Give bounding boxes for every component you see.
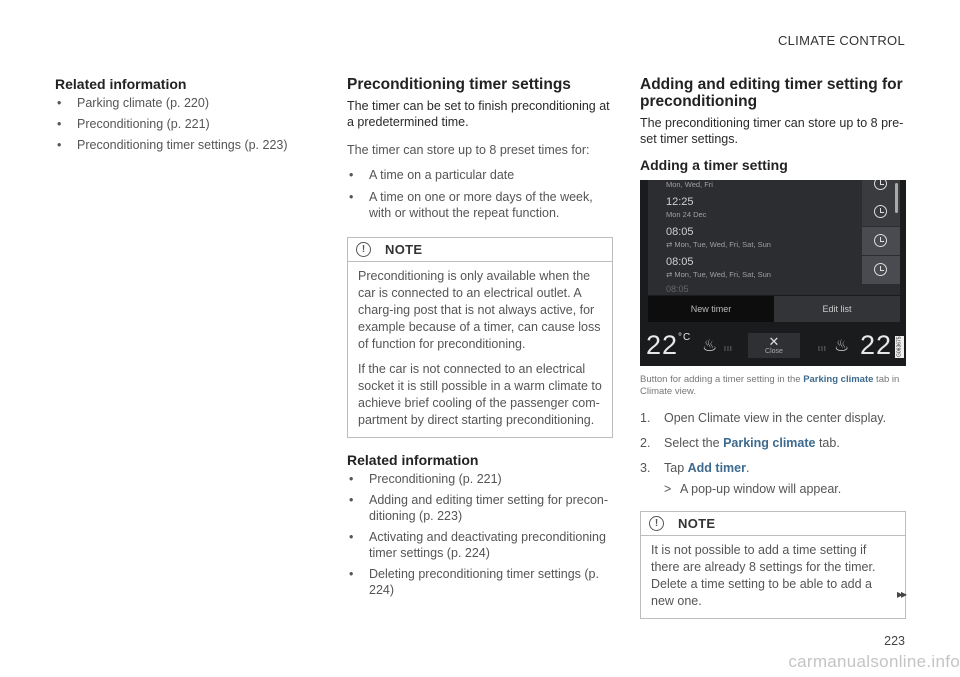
list-item: • A time on a particular date — [349, 168, 515, 182]
note-paragraph: If the car is not connected to an electrical socket it is still possible in a warm climate to achieve brief cooling of the passenger com-partment by direct starting preconditioning. — [358, 362, 602, 427]
note-header — [641, 512, 905, 536]
related-info-heading: Related information — [347, 452, 479, 468]
preset-list — [347, 167, 613, 221]
related-info-heading: Related information — [55, 76, 187, 92]
note-title: NOTE — [678, 516, 716, 531]
list-item: • A time on one or more days of the week, with or without the repeat function. — [349, 190, 593, 220]
climate-screen-image — [640, 180, 906, 366]
close-icon: ✕ — [768, 334, 780, 349]
note-title: NOTE — [385, 242, 423, 257]
note-header — [348, 238, 612, 262]
new-timer-button[interactable]: New timer — [648, 296, 774, 322]
related-info-list — [347, 471, 613, 598]
lead-text: The timer can be set to finish preconditioning at a predetermined time. — [347, 99, 610, 129]
steps-list — [640, 410, 906, 497]
seat-heat-icon[interactable]: ♨ — [834, 336, 850, 355]
scrollbar[interactable] — [895, 183, 898, 213]
level-indicator: III — [818, 346, 827, 353]
level-indicator: III — [724, 346, 733, 353]
section-title: Preconditioning timer settings — [347, 76, 571, 93]
watermark: carmanualsonline.info — [788, 652, 960, 671]
section-header: CLIMATE CONTROL — [777, 33, 905, 48]
step-item: 1. Open Climate view in the center display. — [640, 411, 887, 425]
figure-caption: Button for adding a timer setting in the Parking climate tab in Climate view. — [640, 374, 900, 397]
related-link[interactable]: • Deleting preconditioning timer settings (p. 224) — [349, 567, 599, 597]
step-result: > A pop-up window will appear. — [664, 482, 842, 496]
related-link[interactable]: • Adding and editing timer setting for precon-ditioning (p. 223) — [349, 493, 609, 523]
temperature-right[interactable]: 22 — [860, 330, 893, 360]
column-left — [55, 76, 305, 158]
note-box — [640, 511, 906, 619]
related-link[interactable]: • Preconditioning (p. 221) — [349, 472, 502, 486]
step-item: 3. Tap Add timer. > A pop-up window will appear. — [640, 460, 906, 497]
related-link[interactable]: • Parking climate (p. 220) — [57, 96, 210, 110]
section-title: Adding and editing timer setting for preconditioning — [640, 76, 903, 110]
intro-text: The timer can store up to 8 preset times for: — [347, 143, 590, 157]
close-button[interactable]: ✕ Close — [748, 333, 800, 358]
info-icon: ! — [356, 242, 371, 257]
lead-text: The preconditioning timer can store up to 8 pre-set timer settings. — [640, 116, 904, 146]
note-paragraph: Preconditioning is only available when the car is connected to an electrical outlet. A charg-ing post that is not always active, for example because of a timer, can cause loss of function for preconditioning. — [358, 269, 601, 351]
subsection-title: Adding a timer setting — [640, 157, 788, 173]
related-link[interactable]: • Preconditioning timer settings (p. 223) — [57, 138, 288, 152]
column-middle — [347, 76, 613, 603]
timer-clock-icon[interactable] — [862, 256, 900, 284]
column-right — [640, 76, 906, 619]
related-link[interactable]: • Preconditioning (p. 221) — [57, 117, 210, 131]
image-id: G063675 — [896, 336, 903, 358]
timer-list: Mon, Wed, Fri 12:25 Mon 24 Dec 08:05 ⇄ Mon, Tue, Wed, Fri, Sat, Sun 08:05 ⇄ Mon, Tue, Wed, Fri, Sat, Sun 08:05 — [648, 180, 900, 295]
info-icon: ! — [649, 516, 664, 531]
note-box — [347, 237, 613, 438]
page-number: 223 — [884, 634, 905, 648]
related-info-list — [55, 95, 305, 153]
step-item: 2. Select the Parking climate tab. — [640, 436, 840, 450]
next-page-icon[interactable]: ▸▸ — [896, 587, 905, 601]
seat-heat-icon[interactable]: ♨ — [702, 336, 718, 355]
temperature-left[interactable]: $22^{^\circ C}$ — [646, 330, 692, 360]
related-link[interactable]: • Activating and deactivating preconditioning timer settings (p. 224) — [349, 530, 606, 560]
edit-list-button[interactable]: Edit list — [774, 296, 900, 322]
note-body — [641, 536, 905, 618]
timer-clock-icon[interactable] — [862, 227, 900, 255]
note-body — [348, 262, 612, 437]
note-paragraph: It is not possible to add a time setting if there are already 8 settings for the timer. Delete a time setting to be able to add a new one. — [651, 543, 876, 608]
